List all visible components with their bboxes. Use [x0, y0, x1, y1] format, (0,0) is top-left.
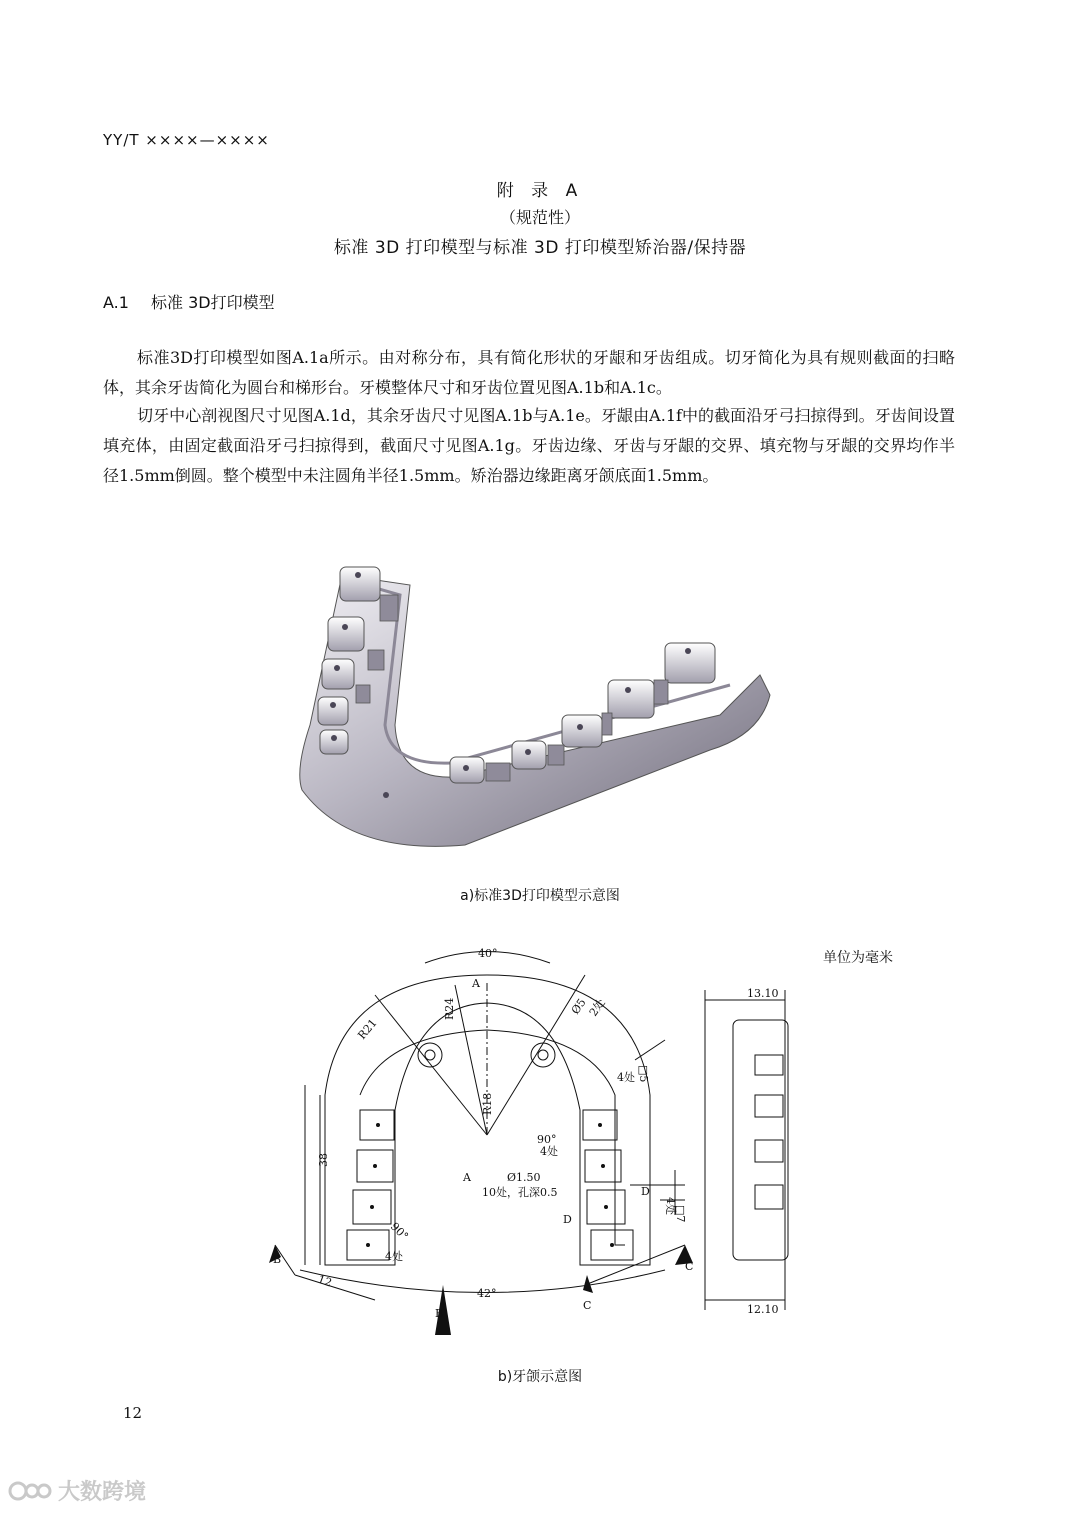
dim-phi5: Ø5	[568, 996, 589, 1017]
dim-side-top: 13.10	[747, 987, 779, 1000]
page-number: 12	[123, 1404, 143, 1422]
figure-a-3d-model	[290, 555, 790, 875]
paragraph-2: 切牙中心剖视图尺寸见图A.1d，其余牙齿尺寸见图A.1b与A.1e。牙龈由A.1f中的截面沿牙弓扫掠得到。牙齿间设置填充体，由固定截面沿牙弓扫掠得到，截面尺寸见图A.1g。牙齿边缘、牙齿与牙龈的交界、填充物与牙龈的交界均作半径1.5mm倒圆。整个模型中未注圆角半径1.5mm。矫治器边缘距离牙颌底面1.5mm。	[103, 406, 955, 485]
dim-r24: R24	[443, 997, 456, 1020]
section-number: A.1	[103, 293, 129, 312]
dim-angle90-left: 90°	[387, 1219, 411, 1243]
watermark-text: 大数跨境	[58, 1480, 147, 1505]
label-a-top: A	[472, 977, 480, 990]
appendix-title: 附 录 A	[496, 181, 584, 201]
label-d-right: D	[641, 1185, 650, 1198]
label-d-left: D	[563, 1213, 572, 1226]
dim-angle42: 42°	[477, 1287, 497, 1300]
paragraph-1: 标准3D打印模型如图A.1a所示。由对称分布，具有简化形状的牙龈和牙齿组成。切牙简化为具有规则截面的扫略体，其余牙齿简化为圆台和梯形台。牙模整体尺寸和牙齿位置见图A.1b和A.1c。	[103, 348, 955, 397]
figure-a-caption: a)标准3D打印模型示意图	[460, 888, 620, 904]
label-b-left: B	[273, 1253, 282, 1266]
label-a-bottom: A	[463, 1171, 471, 1184]
section-heading	[103, 290, 275, 313]
label-b-bottom: B	[435, 1307, 444, 1320]
dim-four-places-right: 4处	[664, 1197, 677, 1215]
unit-note: 单位为毫米	[823, 950, 893, 966]
dim-len38: 38	[317, 1153, 330, 1167]
watermark-logo-icon	[8, 1479, 52, 1503]
section-title: 标准 3D打印模型	[151, 293, 275, 312]
document-code: YY/T ××××—××××	[103, 131, 270, 149]
dim-four-places-mid: 4处	[540, 1145, 558, 1158]
appendix-name: 标准 3D 打印模型与标准 3D 打印模型矫治器/保持器	[333, 238, 747, 258]
dim-r18: R18	[481, 1092, 494, 1115]
dim-sq7: □7	[674, 1205, 687, 1223]
dim-w12: 12	[315, 1272, 334, 1290]
dim-angle90-right: 90°	[537, 1133, 557, 1146]
appendix-type: （规范性）	[499, 208, 580, 227]
figure-b-caption: b)牙颌示意图	[497, 1369, 583, 1385]
dim-holes: 10处，孔深0.5	[482, 1186, 558, 1199]
dim-side-bottom: 12.10	[747, 1303, 779, 1316]
watermark	[8, 1475, 146, 1506]
dim-two-places: 2处	[586, 996, 608, 1019]
dim-phi150: Ø1.50	[507, 1171, 541, 1184]
dim-angle-top: 40°	[478, 947, 498, 960]
label-c-bottom: C	[583, 1299, 592, 1312]
dim-four-places-top: 4处	[617, 1071, 635, 1084]
dim-r21: R21	[355, 1016, 380, 1042]
label-c-right: C	[685, 1260, 694, 1273]
dim-sq5: □5	[637, 1065, 650, 1083]
figure-b-drawing	[265, 945, 825, 1350]
dim-four-places-left: 4处	[385, 1250, 403, 1263]
